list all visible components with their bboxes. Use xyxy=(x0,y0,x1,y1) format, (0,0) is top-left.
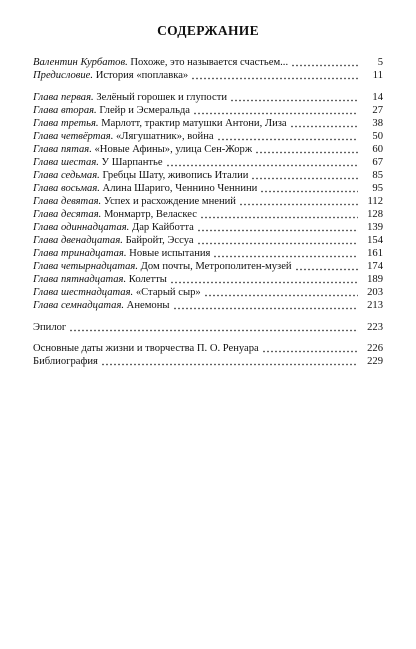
toc-page-number: 5 xyxy=(377,57,383,68)
toc-entry-title xyxy=(33,247,210,260)
toc-entry-title xyxy=(33,104,190,117)
dot-leader xyxy=(200,208,358,221)
toc-entry-label: Глава девятая. xyxy=(33,196,102,207)
toc-entry-label: Глава пятнадцатая. xyxy=(33,274,127,285)
toc-entry-text: Байройт, Эссуа xyxy=(122,235,194,246)
toc-entry-label: Предисловие. xyxy=(33,70,94,81)
toc-entry-title xyxy=(33,342,259,355)
toc-entry-title xyxy=(33,56,288,69)
toc-entry-label: Глава седьмая. xyxy=(33,170,100,181)
toc-entry xyxy=(33,286,383,299)
toc-entry-title xyxy=(33,182,257,195)
toc-entry-title xyxy=(33,221,194,234)
toc-entry-label: Глава четвёртая. xyxy=(33,131,114,142)
toc-entry-title xyxy=(33,117,287,130)
toc-entry-text: «Старый сыр» xyxy=(133,287,201,298)
toc-entry xyxy=(33,321,383,334)
toc-entry-text: «Новые Афины», улица Сен-Жорж xyxy=(91,144,253,155)
toc-entry-title xyxy=(33,130,214,143)
toc-entry xyxy=(33,234,383,247)
toc-entry-title xyxy=(33,169,248,182)
toc-entry xyxy=(33,91,383,104)
toc-entry xyxy=(33,56,383,69)
toc-entry-text: Зелёный горошек и глупости xyxy=(93,92,227,103)
dot-leader xyxy=(193,104,358,117)
toc-entry-title xyxy=(33,299,170,312)
toc-entry xyxy=(33,342,383,355)
toc-entry-text: Колетты xyxy=(126,274,167,285)
toc-entry-text: «Лягушатник», война xyxy=(113,131,214,142)
toc-entry-text: Похоже, это называется счастьем... xyxy=(127,57,289,68)
toc-entry-label: Валентин Курбатов. xyxy=(33,57,128,68)
toc-page-number: 38 xyxy=(372,118,383,129)
toc-entry xyxy=(33,156,383,169)
dot-leader xyxy=(291,56,358,69)
dot-leader xyxy=(230,91,358,104)
toc-entry xyxy=(33,260,383,273)
toc-entry xyxy=(33,355,383,368)
dot-leader xyxy=(295,260,358,273)
toc-entry xyxy=(33,69,383,82)
toc-entry-label: Глава пятая. xyxy=(33,144,92,155)
toc-entry-title xyxy=(33,156,163,169)
toc-entry xyxy=(33,247,383,260)
toc-entry-label: Глава первая. xyxy=(33,92,94,103)
toc-page-number: 226 xyxy=(367,343,383,354)
toc-entry-text: История «поплавка» xyxy=(93,70,189,81)
toc-entry-title xyxy=(33,91,227,104)
toc-page-number: 174 xyxy=(367,261,383,272)
toc-entry-title xyxy=(33,69,188,82)
toc-entry-label: Глава десятая. xyxy=(33,209,102,220)
toc-entry-text: Дар Кайботта xyxy=(129,222,194,233)
toc-entry-label: Глава восьмая. xyxy=(33,183,100,194)
toc-entry-label: Глава двенадцатая. xyxy=(33,235,123,246)
toc-entry-title xyxy=(33,208,197,221)
toc-page-number: 139 xyxy=(367,222,383,233)
toc-entry-title xyxy=(33,195,236,208)
dot-leader xyxy=(213,247,358,260)
toc-page-number: 161 xyxy=(367,248,383,259)
toc-entry xyxy=(33,299,383,312)
dot-leader xyxy=(173,299,359,312)
toc-page-number: 213 xyxy=(367,300,383,311)
dot-leader xyxy=(290,117,358,130)
toc-entry xyxy=(33,117,383,130)
toc-entry-text: Библиография xyxy=(33,356,98,367)
dot-leader xyxy=(166,156,358,169)
toc-entry-title xyxy=(33,260,292,273)
toc-entry-label: Глава одиннадцатая. xyxy=(33,222,130,233)
toc-entry-text: Гребцы Шату, живопись Италии xyxy=(99,170,249,181)
toc-entry-title xyxy=(33,273,167,286)
toc-page-number: 128 xyxy=(367,209,383,220)
dot-leader xyxy=(197,221,358,234)
toc-entry-label: Глава вторая. xyxy=(33,105,97,116)
dot-leader xyxy=(191,69,358,82)
toc-page-number: 229 xyxy=(367,356,383,367)
toc-entry-text: Новые испытания xyxy=(126,248,211,259)
toc-entry-text: У Шарпантье xyxy=(98,157,163,168)
toc-entry-text: Марлотт, трактир матушки Антони, Лиза xyxy=(98,118,287,129)
dot-leader xyxy=(251,169,358,182)
toc-entry-label: Глава четырнадцатая. xyxy=(33,261,139,272)
dot-leader xyxy=(197,234,358,247)
toc-entry xyxy=(33,208,383,221)
toc-page-number: 95 xyxy=(372,183,383,194)
toc-entry xyxy=(33,273,383,286)
toc-entry xyxy=(33,143,383,156)
dot-leader xyxy=(69,321,358,334)
toc-entry-title xyxy=(33,355,98,368)
toc-page-number: 60 xyxy=(372,144,383,155)
toc-entry-title xyxy=(33,286,201,299)
toc-entry-text: Основные даты жизни и творчества П. О. Ренуара xyxy=(33,343,259,354)
toc-page-number: 154 xyxy=(367,235,383,246)
toc-page-number: 223 xyxy=(367,322,383,333)
dot-leader xyxy=(170,273,358,286)
toc-entry-text: Алина Шариго, Ченнино Ченнини xyxy=(99,183,258,194)
toc-entry-text: Глейр и Эсмеральда xyxy=(96,105,191,116)
toc-entry-label: Глава семнадцатая. xyxy=(33,300,125,311)
toc-entry xyxy=(33,169,383,182)
toc-page-number: 112 xyxy=(367,196,383,207)
dot-leader xyxy=(204,286,358,299)
toc-page-number: 14 xyxy=(372,92,383,103)
toc-page-number: 67 xyxy=(372,157,383,168)
toc-entry-text: Анемоны xyxy=(124,300,170,311)
toc-page-number: 189 xyxy=(367,274,383,285)
toc-entry-label: Глава шестнадцатая. xyxy=(33,287,134,298)
toc-entry-text: Эпилог xyxy=(33,322,67,333)
toc-entry-text: Монмартр, Веласкес xyxy=(101,209,197,220)
toc-entry-title xyxy=(33,234,194,247)
toc-entry-text: Дом почты, Метрополитен-музей xyxy=(138,261,292,272)
toc-entry xyxy=(33,221,383,234)
toc-entry-title xyxy=(33,321,66,334)
toc-entry xyxy=(33,104,383,117)
dot-leader xyxy=(260,182,358,195)
toc-page-number: 11 xyxy=(372,70,383,81)
dot-leader xyxy=(255,143,358,156)
toc-page-number: 50 xyxy=(372,131,383,142)
toc-page-number: 203 xyxy=(367,287,383,298)
toc-entry-label: Глава тринадцатая. xyxy=(33,248,127,259)
toc-entry xyxy=(33,182,383,195)
dot-leader xyxy=(217,130,358,143)
toc-entry-text: Успех и расхождение мнений xyxy=(101,196,236,207)
dot-leader xyxy=(101,355,358,368)
toc-entry xyxy=(33,195,383,208)
toc-entry xyxy=(33,130,383,143)
toc-entry-label: Глава шестая. xyxy=(33,157,99,168)
toc-page-number: 27 xyxy=(372,105,383,116)
dot-leader xyxy=(262,342,358,355)
toc-entry-title xyxy=(33,143,252,156)
page-title: СОДЕРЖАНИЕ xyxy=(157,23,259,38)
toc-page-number: 85 xyxy=(372,170,383,181)
dot-leader xyxy=(239,195,358,208)
toc-entry-label: Глава третья. xyxy=(33,118,99,129)
